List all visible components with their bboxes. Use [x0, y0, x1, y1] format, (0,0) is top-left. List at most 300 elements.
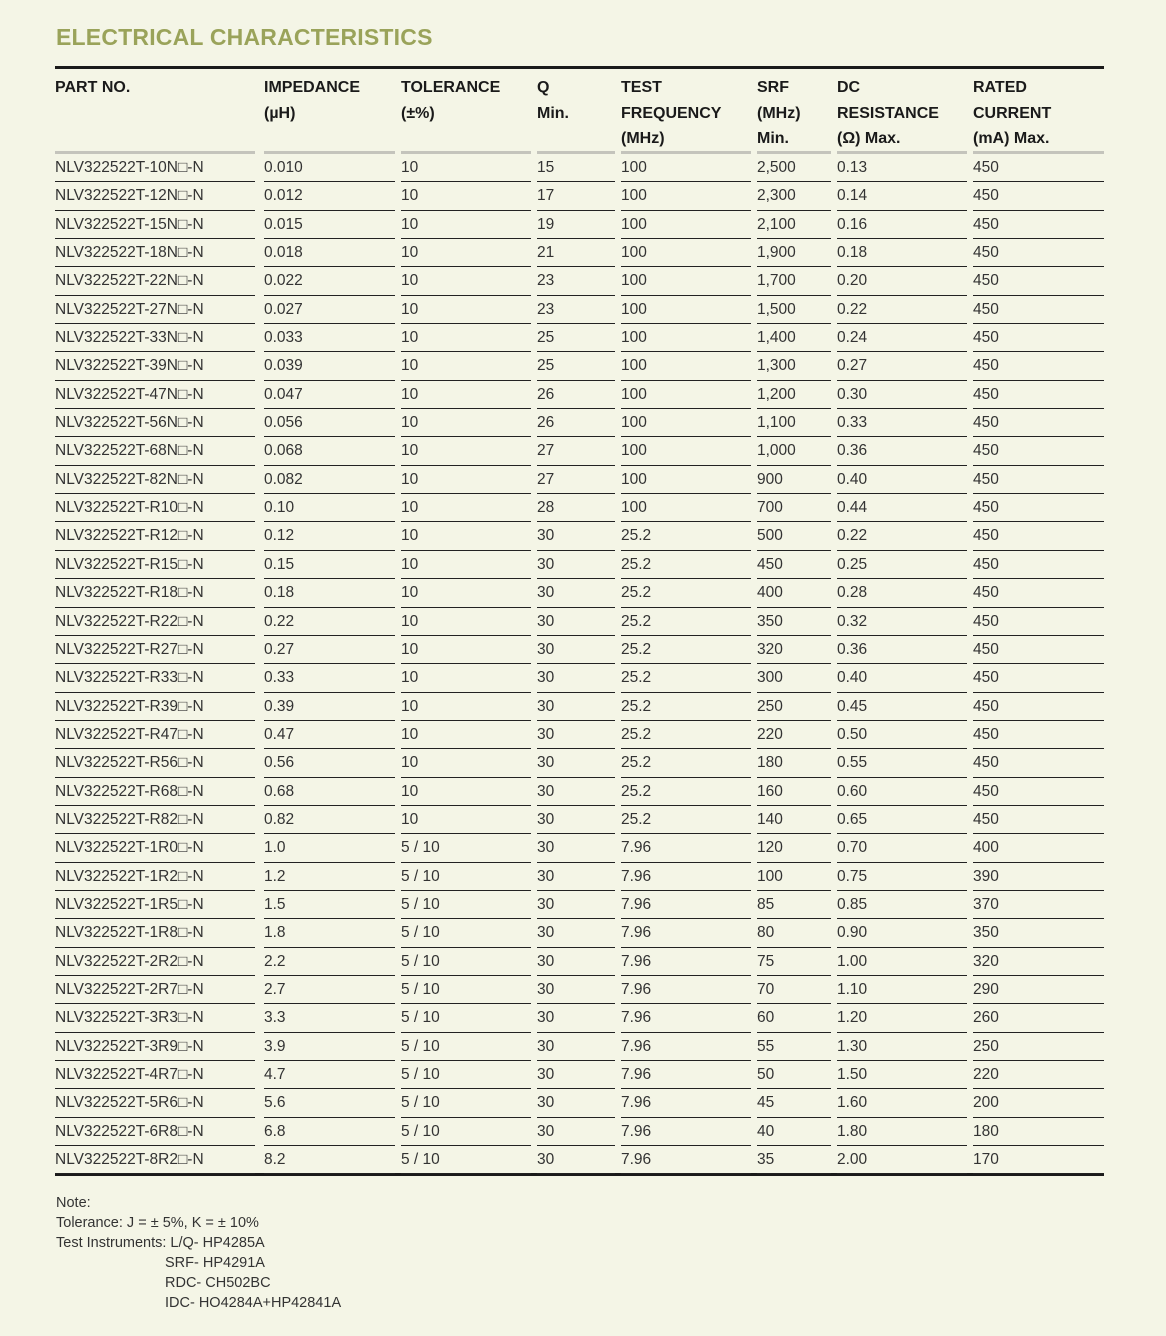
- cell-dcr: 0.32: [837, 608, 967, 636]
- column-header-imp-line: (µH): [264, 104, 296, 122]
- cell-q: 30: [537, 579, 615, 607]
- column-header-imp-line: IMPEDANCE: [264, 79, 361, 96]
- cell-imp: 0.015: [264, 211, 395, 239]
- cell-part: NLV322522T-82N□-N: [55, 466, 255, 494]
- cell-tol: 10: [401, 664, 531, 692]
- table-row: [55, 494, 1104, 522]
- cell-q: 30: [537, 1004, 615, 1032]
- cell-q: 30: [537, 636, 615, 664]
- cell-tol: 10: [401, 239, 531, 267]
- cell-dcr: 0.40: [837, 466, 967, 494]
- cell-freq: 25.2: [621, 693, 751, 721]
- cell-freq: 100: [621, 466, 751, 494]
- table-row: [55, 381, 1104, 409]
- cell-freq: 25.2: [621, 579, 751, 607]
- cell-freq: 100: [621, 324, 751, 352]
- cell-dcr: 0.55: [837, 749, 967, 777]
- cell-freq: 100: [621, 352, 751, 380]
- cell-part: NLV322522T-39N□-N: [55, 352, 255, 380]
- cell-imp: 0.010: [264, 154, 395, 182]
- cell-dcr: 1.20: [837, 1004, 967, 1032]
- table-row: [55, 976, 1104, 1004]
- cell-part: NLV322522T-1R8□-N: [55, 919, 255, 947]
- cell-part: NLV322522T-4R7□-N: [55, 1061, 255, 1089]
- cell-dcr: 0.33: [837, 409, 967, 437]
- cell-part: NLV322522T-47N□-N: [55, 381, 255, 409]
- cell-cur: 450: [973, 551, 1104, 579]
- cell-imp: 1.5: [264, 891, 395, 919]
- table-row: [55, 239, 1104, 267]
- cell-part: NLV322522T-10N□-N: [55, 154, 255, 182]
- cell-imp: 1.2: [264, 863, 395, 891]
- cell-srf: 160: [757, 778, 831, 806]
- cell-imp: 0.018: [264, 239, 395, 267]
- cell-srf: 50: [757, 1061, 831, 1089]
- cell-dcr: 0.13: [837, 154, 967, 182]
- cell-tol: 10: [401, 211, 531, 239]
- cell-imp: 0.18: [264, 579, 395, 607]
- cell-tol: 5 / 10: [401, 891, 531, 919]
- cell-imp: 0.47: [264, 721, 395, 749]
- cell-imp: 0.39: [264, 693, 395, 721]
- cell-part: NLV322522T-33N□-N: [55, 324, 255, 352]
- cell-freq: 25.2: [621, 806, 751, 834]
- cell-part: NLV322522T-3R9□-N: [55, 1033, 255, 1061]
- cell-tol: 10: [401, 267, 531, 295]
- cell-q: 30: [537, 551, 615, 579]
- cell-freq: 25.2: [621, 778, 751, 806]
- table-row: [55, 636, 1104, 664]
- cell-srf: 1,000: [757, 437, 831, 465]
- cell-tol: 10: [401, 437, 531, 465]
- cell-imp: 0.047: [264, 381, 395, 409]
- cell-part: NLV322522T-27N□-N: [55, 296, 255, 324]
- cell-freq: 7.96: [621, 1089, 751, 1117]
- cell-part: NLV322522T-R33□-N: [55, 664, 255, 692]
- cell-q: 27: [537, 437, 615, 465]
- cell-imp: 0.056: [264, 409, 395, 437]
- cell-dcr: 0.27: [837, 352, 967, 380]
- cell-imp: 0.068: [264, 437, 395, 465]
- cell-srf: 900: [757, 466, 831, 494]
- cell-tol: 10: [401, 522, 531, 550]
- cell-imp: 0.22: [264, 608, 395, 636]
- cell-srf: 2,300: [757, 182, 831, 210]
- cell-dcr: 0.50: [837, 721, 967, 749]
- cell-part: NLV322522T-18N□-N: [55, 239, 255, 267]
- cell-dcr: 0.65: [837, 806, 967, 834]
- cell-srf: 1,400: [757, 324, 831, 352]
- cell-part: NLV322522T-56N□-N: [55, 409, 255, 437]
- cell-srf: 40: [757, 1118, 831, 1146]
- cell-cur: 320: [973, 948, 1104, 976]
- cell-part: NLV322522T-22N□-N: [55, 267, 255, 295]
- column-header-freq: [621, 75, 721, 152]
- cell-imp: 2.2: [264, 948, 395, 976]
- cell-tol: 10: [401, 778, 531, 806]
- cell-cur: 450: [973, 721, 1104, 749]
- table-row: [55, 1146, 1104, 1174]
- column-header-cur-line: RATED: [973, 79, 1027, 96]
- cell-q: 27: [537, 466, 615, 494]
- notes-heading: Note:: [56, 1195, 91, 1211]
- cell-cur: 450: [973, 352, 1104, 380]
- table-row: [55, 466, 1104, 494]
- cell-srf: 220: [757, 721, 831, 749]
- cell-part: NLV322522T-R68□-N: [55, 778, 255, 806]
- table-row: [55, 182, 1104, 210]
- cell-q: 30: [537, 919, 615, 947]
- table-row: [55, 1061, 1104, 1089]
- cell-cur: 450: [973, 778, 1104, 806]
- cell-tol: 10: [401, 296, 531, 324]
- table-row: [55, 693, 1104, 721]
- cell-srf: 100: [757, 863, 831, 891]
- column-header-imp: [264, 75, 360, 126]
- cell-q: 30: [537, 693, 615, 721]
- cell-tol: 5 / 10: [401, 1118, 531, 1146]
- cell-srf: 300: [757, 664, 831, 692]
- column-header-tol: [401, 75, 500, 126]
- cell-q: 30: [537, 1033, 615, 1061]
- cell-dcr: 0.22: [837, 296, 967, 324]
- cell-cur: 450: [973, 437, 1104, 465]
- electrical-characteristics-table: [55, 66, 1104, 1176]
- table-row: [55, 211, 1104, 239]
- page-title: ELECTRICAL CHARACTERISTICS: [56, 24, 433, 50]
- cell-dcr: 0.14: [837, 182, 967, 210]
- cell-tol: 10: [401, 608, 531, 636]
- cell-srf: 180: [757, 749, 831, 777]
- cell-q: 30: [537, 1089, 615, 1117]
- cell-freq: 7.96: [621, 863, 751, 891]
- table-row: [55, 1033, 1104, 1061]
- cell-q: 30: [537, 976, 615, 1004]
- cell-part: NLV322522T-1R2□-N: [55, 863, 255, 891]
- cell-dcr: 0.44: [837, 494, 967, 522]
- cell-cur: 400: [973, 834, 1104, 862]
- cell-part: NLV322522T-R12□-N: [55, 522, 255, 550]
- table-row: [55, 551, 1104, 579]
- cell-srf: 75: [757, 948, 831, 976]
- column-header-cur: [973, 75, 1051, 152]
- cell-freq: 7.96: [621, 948, 751, 976]
- cell-imp: 3.9: [264, 1033, 395, 1061]
- cell-part: NLV322522T-R39□-N: [55, 693, 255, 721]
- cell-part: NLV322522T-12N□-N: [55, 182, 255, 210]
- cell-tol: 5 / 10: [401, 863, 531, 891]
- column-header-cur-line: (mA) Max.: [973, 130, 1050, 147]
- cell-dcr: 1.60: [837, 1089, 967, 1117]
- cell-srf: 55: [757, 1033, 831, 1061]
- cell-q: 30: [537, 863, 615, 891]
- notes-instrument-rdc: RDC- CH502BC: [165, 1275, 271, 1291]
- column-header-dcr: [837, 75, 939, 152]
- cell-cur: 450: [973, 267, 1104, 295]
- cell-imp: 0.27: [264, 636, 395, 664]
- table-row: [55, 296, 1104, 324]
- cell-q: 25: [537, 324, 615, 352]
- cell-q: 30: [537, 834, 615, 862]
- cell-dcr: 0.18: [837, 239, 967, 267]
- cell-dcr: 1.30: [837, 1033, 967, 1061]
- cell-cur: 450: [973, 324, 1104, 352]
- cell-dcr: 1.00: [837, 948, 967, 976]
- table-row: [55, 1089, 1104, 1117]
- cell-cur: 450: [973, 608, 1104, 636]
- notes-instrument-srf: SRF- HP4291A: [165, 1255, 265, 1271]
- cell-imp: 1.0: [264, 834, 395, 862]
- table-row: [55, 919, 1104, 947]
- cell-cur: 220: [973, 1061, 1104, 1089]
- cell-srf: 1,100: [757, 409, 831, 437]
- cell-part: NLV322522T-1R5□-N: [55, 891, 255, 919]
- cell-cur: 450: [973, 749, 1104, 777]
- cell-imp: 0.022: [264, 267, 395, 295]
- cell-part: NLV322522T-2R2□-N: [55, 948, 255, 976]
- column-header-cur-line: CURRENT: [973, 104, 1052, 122]
- cell-dcr: 0.40: [837, 664, 967, 692]
- cell-q: 30: [537, 522, 615, 550]
- table-row: [55, 437, 1104, 465]
- column-header-tol-line: TOLERANCE: [401, 79, 501, 96]
- table-row: [55, 891, 1104, 919]
- cell-freq: 25.2: [621, 636, 751, 664]
- cell-freq: 100: [621, 182, 751, 210]
- cell-cur: 290: [973, 976, 1104, 1004]
- cell-part: NLV322522T-R47□-N: [55, 721, 255, 749]
- cell-dcr: 0.60: [837, 778, 967, 806]
- cell-imp: 0.10: [264, 494, 395, 522]
- cell-freq: 7.96: [621, 1146, 751, 1174]
- cell-freq: 7.96: [621, 1061, 751, 1089]
- cell-q: 23: [537, 267, 615, 295]
- cell-tol: 5 / 10: [401, 1146, 531, 1174]
- cell-freq: 7.96: [621, 1004, 751, 1032]
- cell-part: NLV322522T-R10□-N: [55, 494, 255, 522]
- cell-freq: 100: [621, 494, 751, 522]
- cell-freq: 7.96: [621, 976, 751, 1004]
- cell-q: 26: [537, 381, 615, 409]
- cell-part: NLV322522T-5R6□-N: [55, 1089, 255, 1117]
- cell-imp: 0.56: [264, 749, 395, 777]
- cell-q: 30: [537, 891, 615, 919]
- table-row: [55, 948, 1104, 976]
- cell-q: 30: [537, 721, 615, 749]
- cell-srf: 45: [757, 1089, 831, 1117]
- cell-dcr: 0.16: [837, 211, 967, 239]
- cell-dcr: 0.70: [837, 834, 967, 862]
- table-row: [55, 721, 1104, 749]
- cell-dcr: 0.45: [837, 693, 967, 721]
- cell-dcr: 0.85: [837, 891, 967, 919]
- cell-imp: 0.027: [264, 296, 395, 324]
- cell-cur: 450: [973, 664, 1104, 692]
- table-row: [55, 664, 1104, 692]
- column-header-freq-line: (MHz): [621, 130, 665, 147]
- cell-dcr: 0.36: [837, 636, 967, 664]
- cell-srf: 120: [757, 834, 831, 862]
- column-header-srf-line: SRF: [757, 79, 789, 96]
- cell-q: 17: [537, 182, 615, 210]
- column-header-dcr-line: DC: [837, 79, 861, 96]
- cell-cur: 450: [973, 693, 1104, 721]
- cell-q: 15: [537, 154, 615, 182]
- column-header-dcr-line: RESISTANCE: [837, 104, 939, 122]
- cell-imp: 8.2: [264, 1146, 395, 1174]
- cell-tol: 10: [401, 409, 531, 437]
- cell-freq: 25.2: [621, 522, 751, 550]
- cell-imp: 4.7: [264, 1061, 395, 1089]
- column-header-srf-line: Min.: [757, 130, 789, 147]
- cell-dcr: 0.20: [837, 267, 967, 295]
- cell-srf: 35: [757, 1146, 831, 1174]
- cell-freq: 7.96: [621, 919, 751, 947]
- cell-dcr: 0.30: [837, 381, 967, 409]
- cell-tol: 10: [401, 806, 531, 834]
- cell-srf: 140: [757, 806, 831, 834]
- cell-part: NLV322522T-3R3□-N: [55, 1004, 255, 1032]
- cell-part: NLV322522T-68N□-N: [55, 437, 255, 465]
- table-body: [55, 154, 1104, 1174]
- cell-tol: 10: [401, 721, 531, 749]
- cell-srf: 1,300: [757, 352, 831, 380]
- cell-imp: 0.82: [264, 806, 395, 834]
- column-header-freq-line: TEST: [621, 79, 662, 96]
- cell-tol: 5 / 10: [401, 1089, 531, 1117]
- cell-tol: 5 / 10: [401, 1004, 531, 1032]
- cell-part: NLV322522T-R82□-N: [55, 806, 255, 834]
- cell-tol: 5 / 10: [401, 919, 531, 947]
- table-row: [55, 267, 1104, 295]
- cell-cur: 450: [973, 806, 1104, 834]
- cell-imp: 5.6: [264, 1089, 395, 1117]
- cell-cur: 390: [973, 863, 1104, 891]
- notes-instrument-lq: Test Instruments: L/Q- HP4285A: [56, 1235, 265, 1251]
- cell-freq: 100: [621, 409, 751, 437]
- cell-dcr: 0.22: [837, 522, 967, 550]
- cell-cur: 450: [973, 296, 1104, 324]
- cell-cur: 250: [973, 1033, 1104, 1061]
- table-row: [55, 1118, 1104, 1146]
- cell-srf: 70: [757, 976, 831, 1004]
- cell-cur: 180: [973, 1118, 1104, 1146]
- cell-srf: 60: [757, 1004, 831, 1032]
- cell-tol: 10: [401, 324, 531, 352]
- cell-cur: 450: [973, 381, 1104, 409]
- cell-dcr: 0.25: [837, 551, 967, 579]
- cell-dcr: 0.90: [837, 919, 967, 947]
- cell-q: 19: [537, 211, 615, 239]
- cell-q: 26: [537, 409, 615, 437]
- cell-freq: 100: [621, 267, 751, 295]
- cell-q: 30: [537, 1118, 615, 1146]
- cell-q: 28: [537, 494, 615, 522]
- notes-section: [56, 1193, 341, 1313]
- table-row: [55, 778, 1104, 806]
- cell-freq: 100: [621, 239, 751, 267]
- cell-dcr: 2.00: [837, 1146, 967, 1174]
- column-header-part: [55, 75, 130, 101]
- table-row: [55, 1004, 1104, 1032]
- cell-cur: 200: [973, 1089, 1104, 1117]
- cell-cur: 450: [973, 579, 1104, 607]
- cell-q: 21: [537, 239, 615, 267]
- cell-freq: 7.96: [621, 1033, 751, 1061]
- cell-cur: 370: [973, 891, 1104, 919]
- cell-cur: 450: [973, 636, 1104, 664]
- cell-q: 30: [537, 1146, 615, 1174]
- cell-imp: 0.15: [264, 551, 395, 579]
- cell-tol: 10: [401, 154, 531, 182]
- cell-cur: 450: [973, 494, 1104, 522]
- cell-cur: 350: [973, 919, 1104, 947]
- cell-tol: 10: [401, 749, 531, 777]
- table-row: [55, 409, 1104, 437]
- cell-srf: 700: [757, 494, 831, 522]
- cell-tol: 5 / 10: [401, 834, 531, 862]
- cell-cur: 450: [973, 211, 1104, 239]
- table-row: [55, 352, 1104, 380]
- cell-imp: 0.68: [264, 778, 395, 806]
- cell-part: NLV322522T-8R2□-N: [55, 1146, 255, 1174]
- cell-srf: 80: [757, 919, 831, 947]
- table-row: [55, 806, 1104, 834]
- column-header-dcr-line: (Ω) Max.: [837, 130, 901, 147]
- cell-imp: 6.8: [264, 1118, 395, 1146]
- cell-srf: 500: [757, 522, 831, 550]
- column-header-q: [537, 75, 569, 126]
- cell-freq: 100: [621, 381, 751, 409]
- cell-freq: 100: [621, 296, 751, 324]
- cell-srf: 85: [757, 891, 831, 919]
- column-header-q-line: Q: [537, 79, 550, 96]
- cell-tol: 10: [401, 352, 531, 380]
- cell-cur: 450: [973, 466, 1104, 494]
- cell-tol: 5 / 10: [401, 1061, 531, 1089]
- cell-imp: 3.3: [264, 1004, 395, 1032]
- cell-tol: 10: [401, 636, 531, 664]
- cell-part: NLV322522T-2R7□-N: [55, 976, 255, 1004]
- cell-q: 30: [537, 778, 615, 806]
- cell-tol: 5 / 10: [401, 948, 531, 976]
- cell-part: NLV322522T-R22□-N: [55, 608, 255, 636]
- cell-cur: 450: [973, 154, 1104, 182]
- cell-srf: 1,700: [757, 267, 831, 295]
- column-header-srf: [757, 75, 801, 152]
- cell-imp: 0.012: [264, 182, 395, 210]
- table-row: [55, 749, 1104, 777]
- cell-freq: 7.96: [621, 1118, 751, 1146]
- cell-part: NLV322522T-R18□-N: [55, 579, 255, 607]
- notes-instrument-idc: IDC- HO4284A+HP42841A: [165, 1295, 342, 1311]
- cell-imp: 1.8: [264, 919, 395, 947]
- cell-srf: 2,100: [757, 211, 831, 239]
- notes-tolerance: Tolerance: J = ± 5%, K = ± 10%: [56, 1215, 259, 1231]
- cell-cur: 450: [973, 239, 1104, 267]
- cell-srf: 320: [757, 636, 831, 664]
- cell-freq: 25.2: [621, 608, 751, 636]
- table-row: [55, 522, 1104, 550]
- cell-freq: 7.96: [621, 891, 751, 919]
- cell-dcr: 0.28: [837, 579, 967, 607]
- table-row: [55, 863, 1104, 891]
- column-header-part-line: PART NO.: [55, 79, 131, 96]
- cell-cur: 260: [973, 1004, 1104, 1032]
- cell-freq: 25.2: [621, 664, 751, 692]
- cell-dcr: 1.80: [837, 1118, 967, 1146]
- cell-tol: 10: [401, 182, 531, 210]
